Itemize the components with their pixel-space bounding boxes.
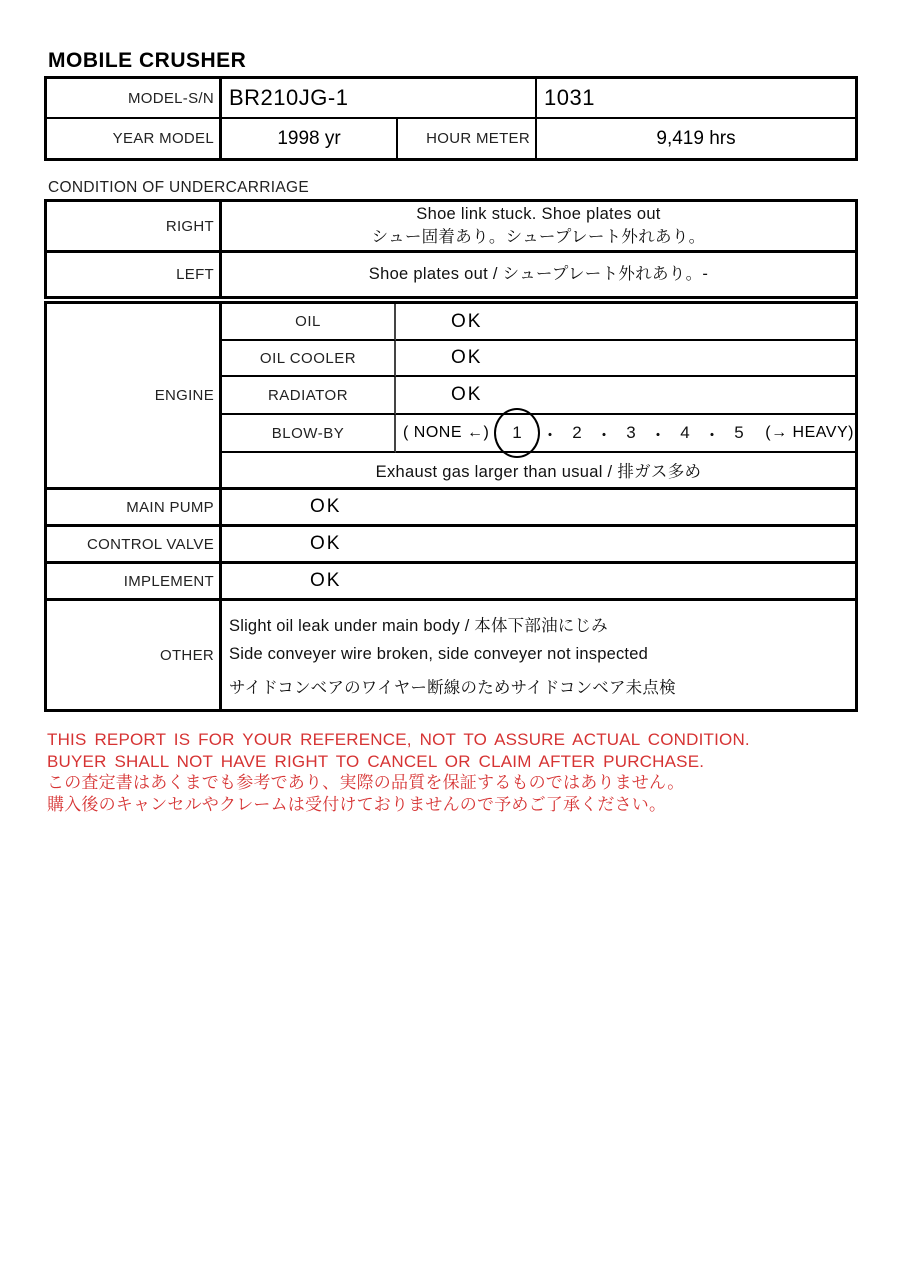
control-valve-value: OK: [222, 527, 855, 564]
disclaimer-line: この査定書はあくまでも参考であり、実際の品質を保証するものではありません。: [47, 773, 685, 792]
left-track-label: LEFT: [47, 253, 222, 296]
control-valve-label: CONTROL VALVE: [47, 527, 222, 564]
other-notes: [222, 601, 855, 709]
engine-label: ENGINE: [47, 304, 222, 490]
blowby-level-2: 2: [572, 423, 583, 442]
disclaimer-text: [47, 729, 750, 815]
disclaimer-line: 購入後のキャンセルやクレームは受付けておりませんので予めご了承ください。: [47, 794, 667, 814]
header-table: [44, 76, 858, 161]
blowby-separator: ・: [541, 425, 560, 445]
blowby-separator: ・: [703, 425, 722, 445]
right-track-label: RIGHT: [47, 202, 222, 253]
year-model-value: 1998 yr: [222, 119, 398, 158]
hour-meter-value: 9,419 hrs: [656, 127, 736, 149]
oil-cooler-label: OIL COOLER: [222, 341, 396, 377]
page-title: MOBILE CRUSHER: [48, 49, 247, 72]
oil-label: OIL: [222, 304, 396, 341]
right-track-value: [222, 202, 855, 253]
model-sn-value: BR210JG-1: [222, 79, 537, 119]
blowby-heavy-label: (→ HEAVY): [765, 424, 854, 441]
right-track-value-ja: シュー固着あり。シュープレート外れあり。: [371, 228, 706, 246]
machine-condition-table: [44, 301, 858, 712]
blowby-label: BLOW-BY: [222, 415, 396, 453]
implement-label: IMPLEMENT: [47, 564, 222, 601]
right-track-value-en: Shoe link stuck. Shoe plates out: [416, 205, 661, 223]
radiator-value: OK: [396, 377, 855, 415]
blowby-level-4: 4: [680, 423, 691, 442]
blowby-separator: ・: [595, 425, 614, 445]
disclaimer-line: BUYER SHALL NOT HAVE RIGHT TO CANCEL OR CLAIM AFTER PURCHASE.: [47, 751, 705, 771]
year-model-label: YEAR MODEL: [47, 119, 222, 158]
disclaimer-line: THIS REPORT IS FOR YOUR REFERENCE, NOT TO ASSURE ACTUAL CONDITION.: [47, 730, 750, 749]
left-track-value: Shoe plates out / シュープレート外れあり。-: [368, 265, 709, 283]
hour-meter-label: HOUR METER: [398, 119, 537, 158]
other-note-line: Slight oil leak under main body / 本体下部油にじみ: [229, 616, 608, 635]
main-pump-label: MAIN PUMP: [47, 490, 222, 527]
blowby-selected-circle: [494, 408, 540, 458]
exhaust-note: Exhaust gas larger than usual / 排ガス多め: [222, 453, 855, 490]
blowby-scale: [396, 415, 855, 453]
blowby-none-label: ( NONE ←): [403, 424, 490, 441]
blowby-level-3: 3: [626, 423, 637, 442]
undercarriage-table: [44, 199, 858, 299]
oil-cooler-value: OK: [396, 341, 855, 377]
other-note-line: サイドコンベアのワイヤー断線のためサイドコンベア未点検: [229, 679, 676, 698]
other-note-line: Side conveyer wire broken, side conveyer not inspected: [229, 645, 648, 664]
serial-number-value: 1031: [537, 79, 855, 119]
section-heading-undercarriage: CONDITION OF UNDERCARRIAGE: [48, 179, 309, 196]
implement-value: OK: [222, 564, 855, 601]
main-pump-value: OK: [222, 490, 855, 527]
blowby-separator: ・: [649, 425, 668, 445]
blowby-level-5: 5: [734, 423, 745, 442]
other-label: OTHER: [47, 601, 222, 709]
model-sn-label: MODEL-S/N: [47, 79, 222, 119]
radiator-label: RADIATOR: [222, 377, 396, 415]
oil-value: OK: [396, 304, 855, 341]
blowby-level-1: 1: [512, 423, 523, 442]
